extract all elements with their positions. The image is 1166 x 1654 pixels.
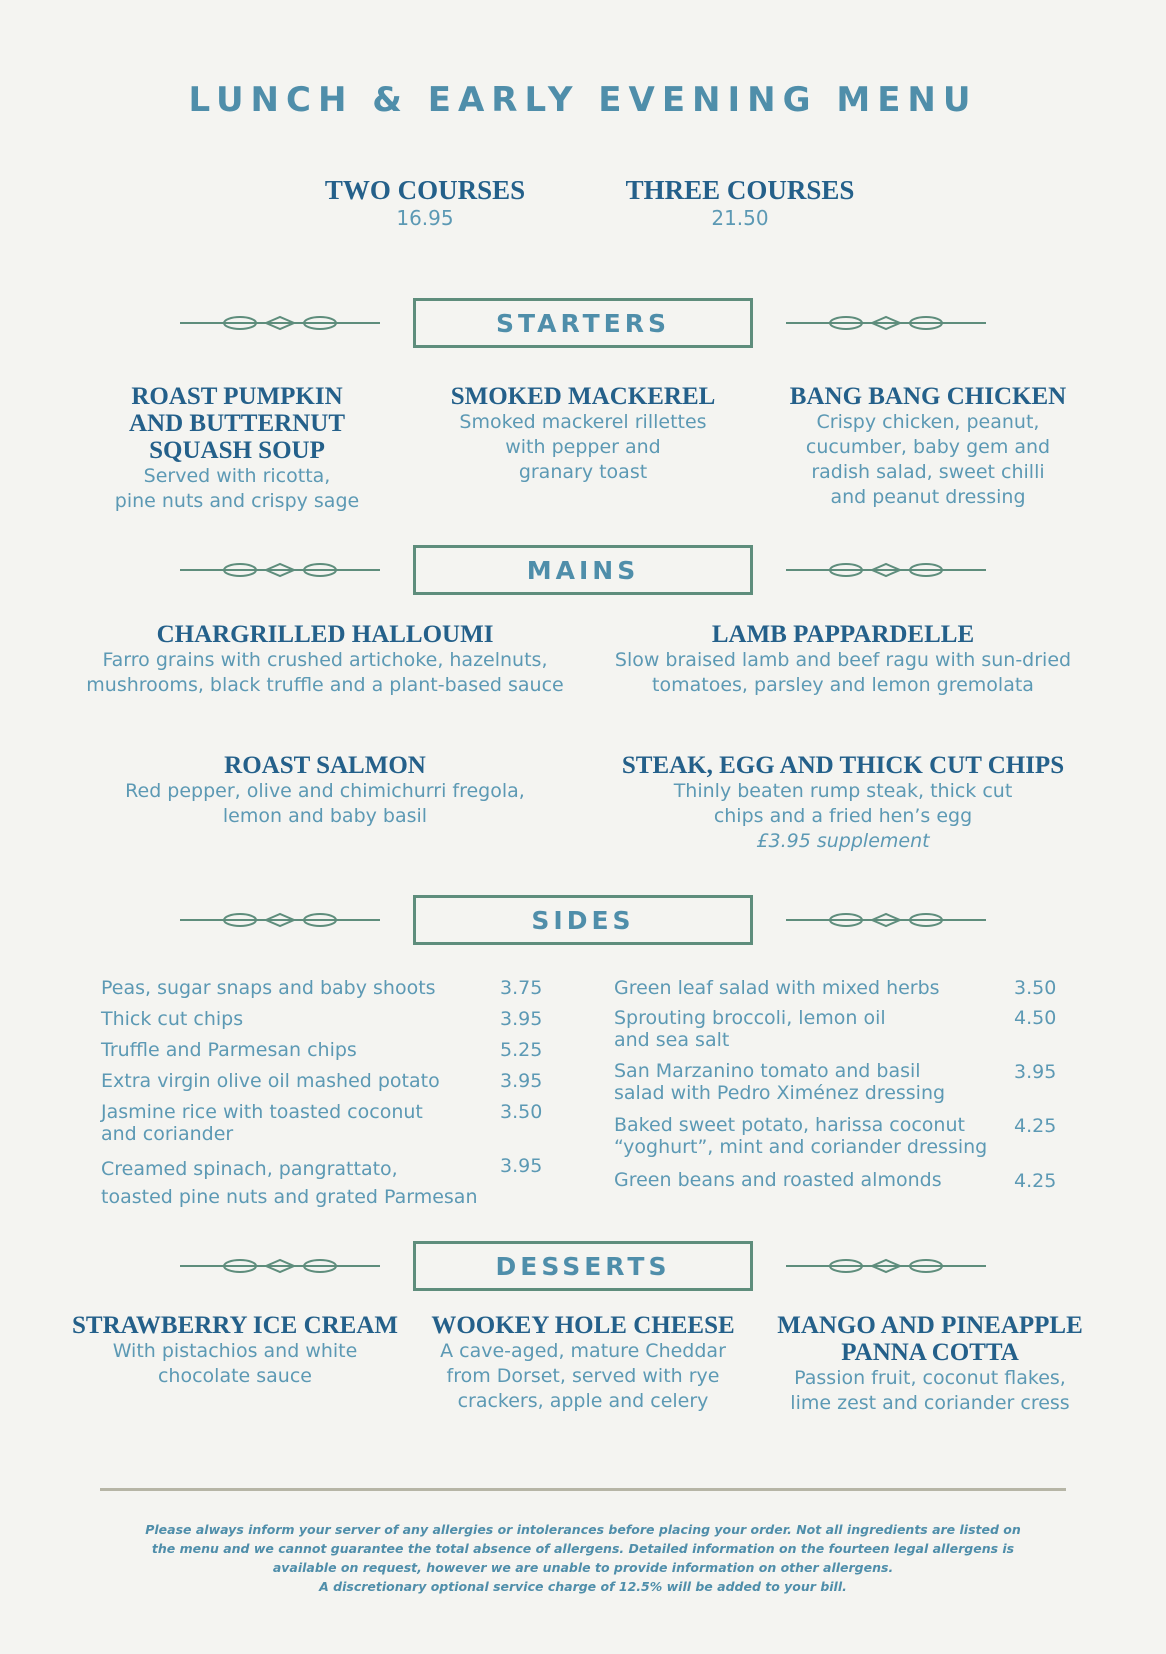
main-item xyxy=(590,752,1096,854)
dish-name: STEAK, EGG AND THICK CUT CHIPS xyxy=(621,752,1065,779)
section-heading: DESSERTS xyxy=(413,1241,753,1291)
allergen-notice xyxy=(120,1520,1046,1596)
dish-name: WOOKEY HOLE CHEESE xyxy=(431,1312,735,1339)
ornament-right-icon xyxy=(786,562,986,578)
side-item: Green beans and roasted almonds xyxy=(614,1169,942,1191)
side-item-line: Sprouting broccoli, lemon oil xyxy=(614,1007,886,1029)
dish-description: cucumber, baby gem and xyxy=(805,436,1051,458)
dish-description: Passion fruit, coconut flakes, xyxy=(794,1367,1066,1389)
side-item-line: toasted pine nuts and grated Parmesan xyxy=(101,1186,478,1208)
dish-description: and peanut dressing xyxy=(830,486,1026,508)
dish-name: PANNA COTTA xyxy=(841,1339,1019,1366)
dish-description: Red pepper, olive and chimichurri fregola, xyxy=(125,780,525,802)
starter-item xyxy=(87,383,387,514)
dish-description: Served with ricotta, xyxy=(143,465,331,487)
side-item xyxy=(614,1060,945,1104)
side-price: 4.50 xyxy=(1014,1007,1057,1029)
dish-description: granary toast xyxy=(518,461,648,483)
ornament-right-icon xyxy=(786,315,986,331)
dessert-item xyxy=(60,1312,410,1389)
course-name: TWO COURSES xyxy=(324,175,526,205)
allergen-notice-line: Please always inform your server of any allergies or intolerances before placing your order. Not all ingredients are listed on xyxy=(145,1522,1021,1537)
dish-name: MANGO AND PINEAPPLE xyxy=(777,1312,1083,1339)
side-price: 3.50 xyxy=(1014,977,1057,999)
side-price: 3.75 xyxy=(500,977,543,999)
dish-description: tomatoes, parsley and lemon gremolata xyxy=(652,674,1034,696)
dish-description: Farro grains with crushed artichoke, hazelnuts, xyxy=(102,649,548,671)
dish-description: radish salad, sweet chilli xyxy=(811,461,1045,483)
section-heading: STARTERS xyxy=(413,298,753,348)
allergen-notice-line: available on request, however we are unable to provide information on other allergens. xyxy=(272,1560,894,1575)
side-item-line: and coriander xyxy=(101,1123,234,1145)
starter-item xyxy=(778,383,1078,510)
dish-name: ROAST SALMON xyxy=(224,752,426,779)
dish-description: pine nuts and crispy sage xyxy=(114,490,360,512)
side-item: Truffle and Parmesan chips xyxy=(101,1039,357,1061)
side-price: 4.25 xyxy=(1014,1115,1057,1137)
side-price: 3.50 xyxy=(500,1101,543,1123)
side-price: 3.95 xyxy=(500,1070,543,1092)
allergen-notice-line: the menu and we cannot guarantee the total absence of allergens. Detailed information on the fourteen legal allergens is xyxy=(151,1541,1015,1556)
main-item xyxy=(590,621,1096,698)
dessert-item xyxy=(418,1312,748,1414)
dish-description: chips and a fried hen’s egg xyxy=(713,805,973,827)
section-heading: SIDES xyxy=(413,895,753,945)
side-item xyxy=(101,1155,477,1211)
side-item: Peas, sugar snaps and baby shoots xyxy=(101,977,436,999)
side-price: 4.25 xyxy=(1014,1170,1057,1192)
dish-name: AND BUTTERNUT xyxy=(128,410,345,437)
three-courses xyxy=(608,175,872,230)
dish-description: from Dorset, served with rye xyxy=(446,1365,720,1387)
dish-description: Crispy chicken, peanut, xyxy=(816,411,1040,433)
course-price: 16.95 xyxy=(396,206,454,230)
dish-name: SMOKED MACKEREL xyxy=(450,383,716,410)
side-item-line: Creamed spinach, pangrattato, xyxy=(101,1158,398,1180)
ornament-left-icon xyxy=(180,912,380,928)
section-heading: MAINS xyxy=(413,545,753,595)
dish-description: Thinly beaten rump steak, thick cut xyxy=(673,780,1013,802)
main-item xyxy=(60,752,590,829)
ornament-left-icon xyxy=(180,315,380,331)
side-item-line: salad with Pedro Ximénez dressing xyxy=(614,1082,946,1104)
dish-description: chocolate sauce xyxy=(157,1365,312,1387)
ornament-left-icon xyxy=(180,562,380,578)
dish-description: With pistachios and white xyxy=(112,1340,358,1362)
dish-description: A cave-aged, mature Cheddar xyxy=(440,1340,726,1362)
menu-title: LUNCH & EARLY EVENING MENU xyxy=(188,80,978,120)
side-item: Green leaf salad with mixed herbs xyxy=(614,977,940,999)
side-price: 3.95 xyxy=(500,1155,543,1177)
footer-divider xyxy=(100,1488,1066,1491)
dish-description: crackers, apple and celery xyxy=(457,1390,709,1412)
dish-description: lime zest and coriander cress xyxy=(790,1392,1070,1414)
ornament-right-icon xyxy=(786,1258,986,1274)
dish-description: lemon and baby basil xyxy=(222,805,428,827)
dish-description: Smoked mackerel rillettes xyxy=(459,411,707,433)
side-price: 5.25 xyxy=(500,1039,543,1061)
supplement-note: £3.95 supplement xyxy=(756,830,930,852)
dish-name: CHARGRILLED HALLOUMI xyxy=(156,621,494,648)
starter-item xyxy=(433,383,733,485)
main-item xyxy=(60,621,590,698)
dish-description: with pepper and xyxy=(505,436,661,458)
side-item: Extra virgin olive oil mashed potato xyxy=(101,1070,440,1092)
side-item-line: San Marzanino tomato and basil xyxy=(614,1060,921,1082)
dish-name: STRAWBERRY ICE CREAM xyxy=(71,1312,398,1339)
side-item: Thick cut chips xyxy=(101,1008,244,1030)
side-price: 3.95 xyxy=(500,1008,543,1030)
course-name: THREE COURSES xyxy=(625,175,855,205)
side-item xyxy=(614,1114,987,1158)
dish-description: Slow braised lamb and beef ragu with sun-dried xyxy=(614,649,1072,671)
dish-name: SQUASH SOUP xyxy=(149,437,325,464)
two-courses xyxy=(312,175,538,230)
dish-name: BANG BANG CHICKEN xyxy=(789,383,1067,410)
course-price: 21.50 xyxy=(711,206,769,230)
dish-name: LAMB PAPPARDELLE xyxy=(711,621,975,648)
side-item-line: Jasmine rice with toasted coconut xyxy=(101,1101,423,1123)
side-price: 3.95 xyxy=(1014,1061,1057,1083)
ornament-right-icon xyxy=(786,912,986,928)
side-item-line: “yoghurt”, mint and coriander dressing xyxy=(614,1136,988,1158)
side-item-line: Baked sweet potato, harissa coconut xyxy=(614,1114,965,1136)
dish-name: ROAST PUMPKIN xyxy=(131,383,343,410)
side-item-line: and sea salt xyxy=(614,1029,730,1051)
dessert-item xyxy=(770,1312,1090,1416)
ornament-left-icon xyxy=(180,1258,380,1274)
dish-description: mushrooms, black truffle and a plant-based sauce xyxy=(86,674,564,696)
side-item xyxy=(101,1101,423,1145)
service-charge-line: A discretionary optional service charge of 12.5% will be added to your bill. xyxy=(319,1579,847,1594)
side-item xyxy=(614,1007,886,1051)
